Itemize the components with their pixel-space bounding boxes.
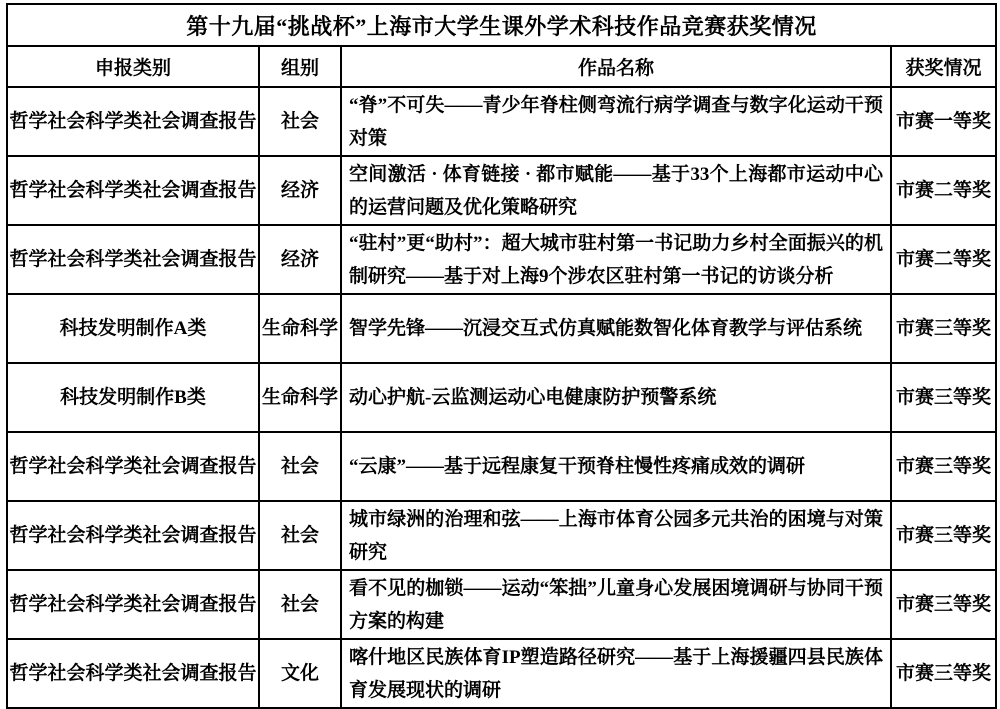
awards-table — [6, 3, 997, 709]
group-cell: 文化 — [259, 639, 341, 708]
award-cell: 市赛三等奖 — [891, 639, 996, 708]
award-cell: 市赛一等奖 — [891, 87, 996, 156]
group-cell: 经济 — [259, 225, 341, 294]
table-title: 第十九届“挑战杯”上海市大学生课外学术科技作品竞赛获奖情况 — [7, 4, 996, 46]
table-row — [7, 501, 996, 570]
work-title-cell: “云康”——基于远程康复干预脊柱慢性疼痛成效的调研 — [341, 432, 891, 501]
work-title-cell: “驻村”更“助村”：超大城市驻村第一书记助力乡村全面振兴的机制研究——基于对上海9个涉农区驻村第一书记的访谈分析 — [341, 225, 891, 294]
title-row — [7, 4, 996, 46]
table-row — [7, 87, 996, 156]
group-cell: 社会 — [259, 501, 341, 570]
header-award: 获奖情况 — [891, 46, 996, 87]
work-title-cell: 空间激活 · 体育链接 · 都市赋能——基于33个上海都市运动中心的运营问题及优化策略研究 — [341, 156, 891, 225]
category-cell: 哲学社会科学类社会调查报告 — [7, 570, 259, 639]
group-cell: 社会 — [259, 432, 341, 501]
category-cell: 哲学社会科学类社会调查报告 — [7, 156, 259, 225]
table-row — [7, 639, 996, 708]
award-cell: 市赛二等奖 — [891, 225, 996, 294]
table-row — [7, 363, 996, 432]
category-cell: 哲学社会科学类社会调查报告 — [7, 225, 259, 294]
header-work-title: 作品名称 — [341, 46, 891, 87]
header-row — [7, 46, 996, 87]
work-title-cell: “脊”不可失——青少年脊柱侧弯流行病学调查与数字化运动干预对策 — [341, 87, 891, 156]
table-body — [7, 4, 996, 708]
category-cell: 哲学社会科学类社会调查报告 — [7, 501, 259, 570]
group-cell: 社会 — [259, 87, 341, 156]
work-title-cell: 喀什地区民族体育IP塑造路径研究——基于上海援疆四县民族体育发展现状的调研 — [341, 639, 891, 708]
work-title-cell: 看不见的枷锁——运动“笨拙”儿童身心发展困境调研与协同干预方案的构建 — [341, 570, 891, 639]
header-group: 组别 — [259, 46, 341, 87]
work-title-cell: 智学先锋——沉浸交互式仿真赋能数智化体育教学与评估系统 — [341, 294, 891, 363]
table-row — [7, 294, 996, 363]
category-cell: 哲学社会科学类社会调查报告 — [7, 432, 259, 501]
group-cell: 生命科学 — [259, 294, 341, 363]
award-cell: 市赛三等奖 — [891, 363, 996, 432]
award-cell: 市赛三等奖 — [891, 501, 996, 570]
table-row — [7, 225, 996, 294]
category-cell: 哲学社会科学类社会调查报告 — [7, 87, 259, 156]
work-title-cell: 动心护航-云监测运动心电健康防护预警系统 — [341, 363, 891, 432]
award-cell: 市赛二等奖 — [891, 156, 996, 225]
table-row — [7, 432, 996, 501]
table-row — [7, 570, 996, 639]
award-cell: 市赛三等奖 — [891, 294, 996, 363]
award-cell: 市赛三等奖 — [891, 570, 996, 639]
category-cell: 科技发明制作B类 — [7, 363, 259, 432]
category-cell: 哲学社会科学类社会调查报告 — [7, 639, 259, 708]
award-cell: 市赛三等奖 — [891, 432, 996, 501]
work-title-cell: 城市绿洲的治理和弦——上海市体育公园多元共治的困境与对策研究 — [341, 501, 891, 570]
table-row — [7, 156, 996, 225]
group-cell: 社会 — [259, 570, 341, 639]
group-cell: 经济 — [259, 156, 341, 225]
group-cell: 生命科学 — [259, 363, 341, 432]
header-category: 申报类别 — [7, 46, 259, 87]
category-cell: 科技发明制作A类 — [7, 294, 259, 363]
